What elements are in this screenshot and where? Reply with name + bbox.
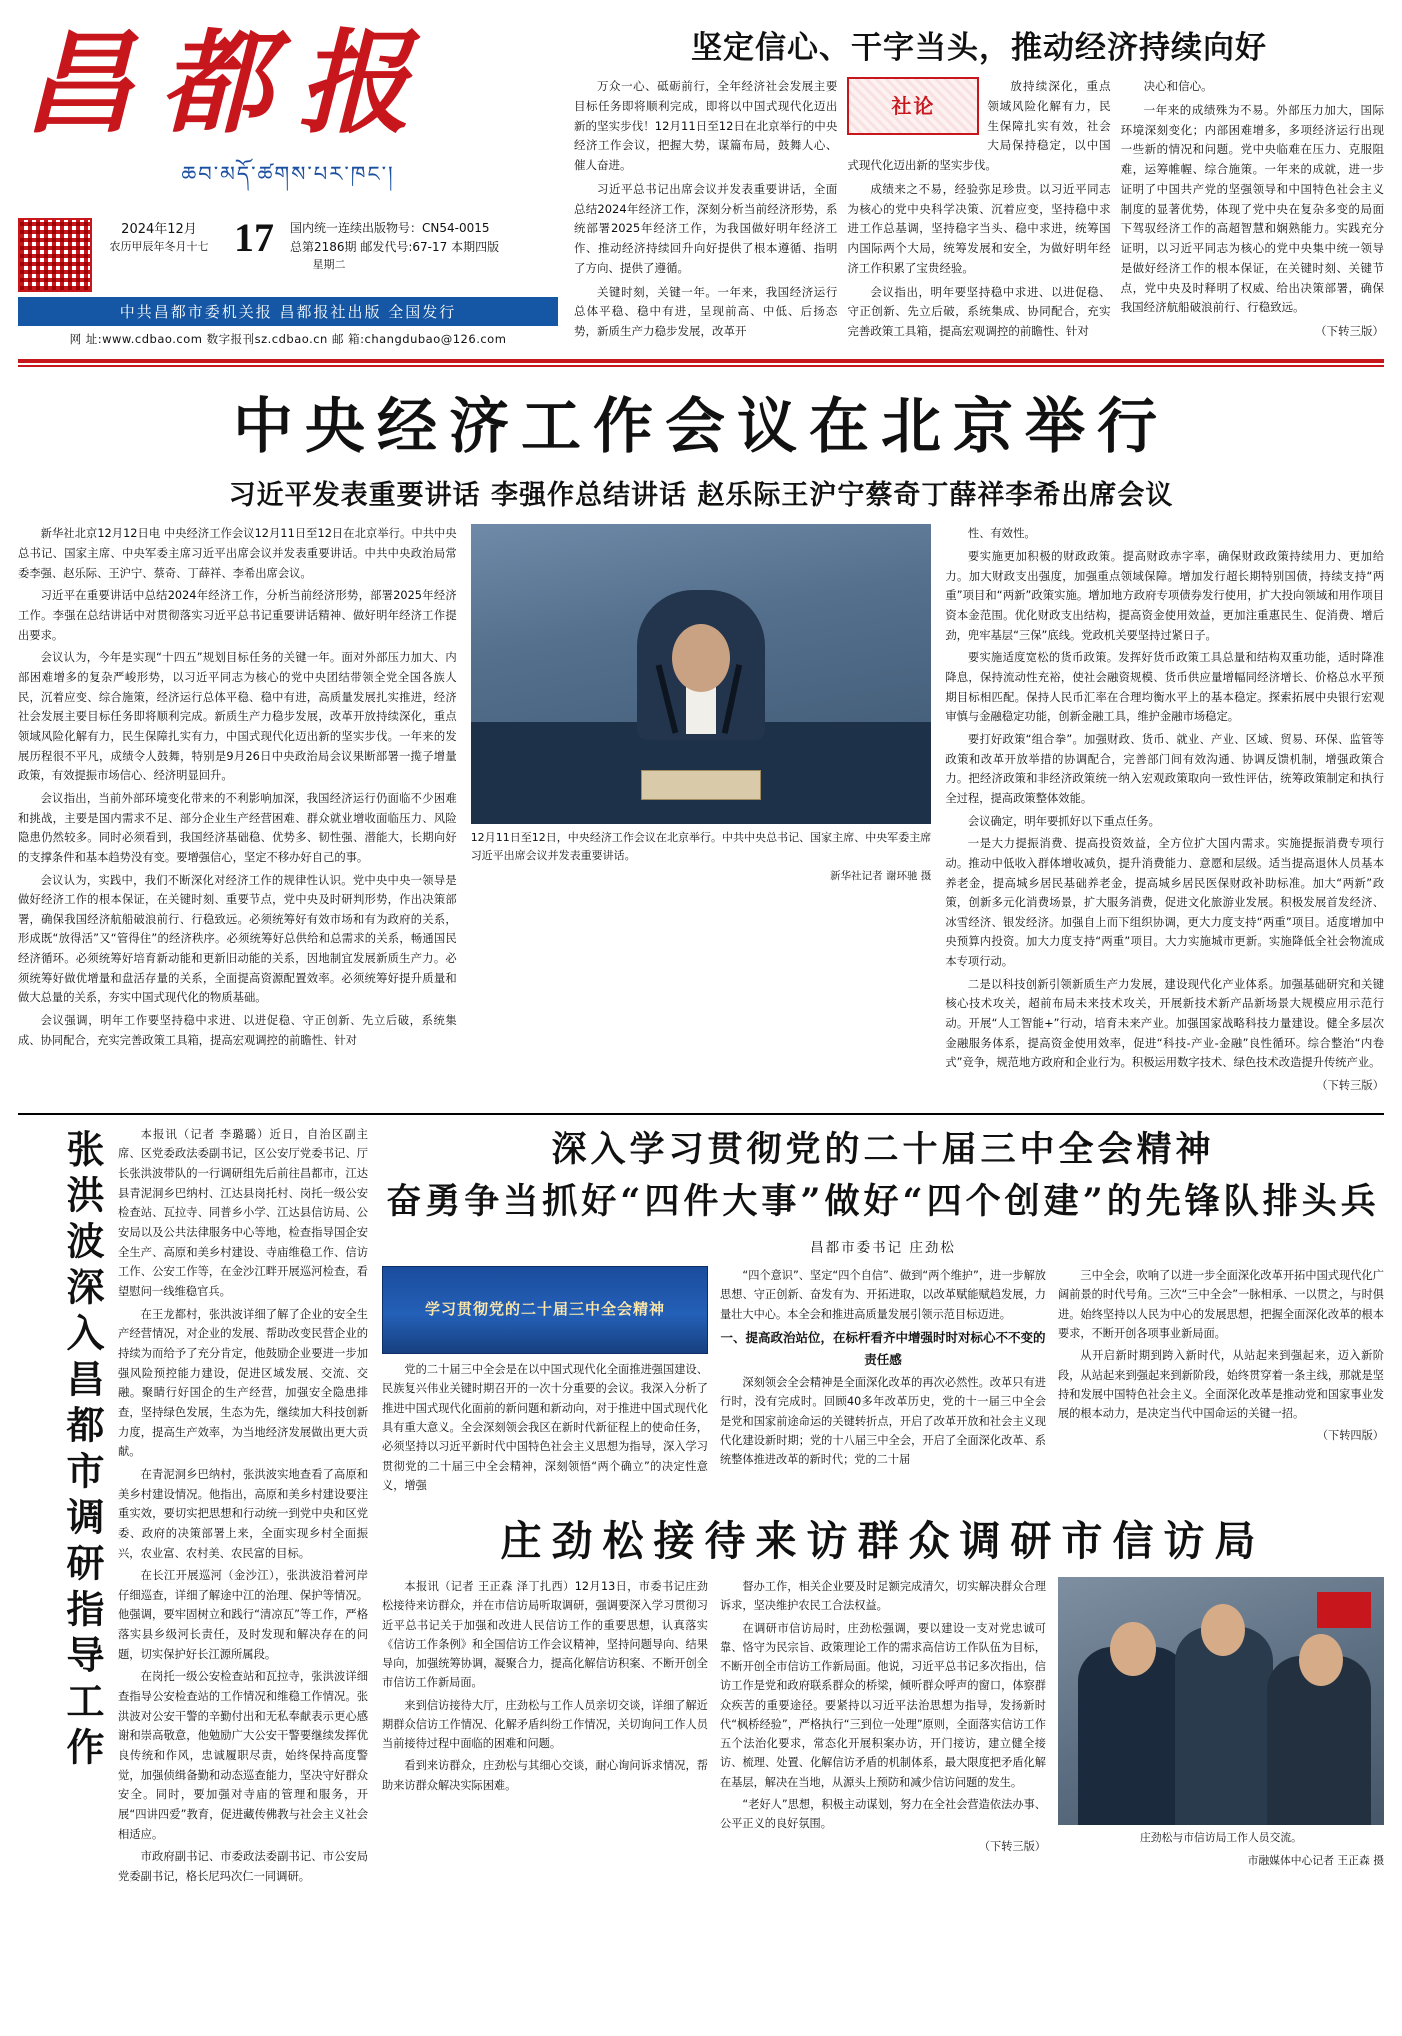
paragraph: 会议认为，实践中，我们不断深化对经济工作的规律性认识。党中央中央一领导是做好经济工作的根本保证，在关键时刻、重要节点，党中央及时研判形势，作出决策部署，确保我国经济航船破浪前行、行稳致远。必须统筹好有效市场和有为政府的关系，形成既“放得活”又“管得住”的经济秩序。必须统筹好总供给和总需求的关系，畅通国民经济循环。必须统筹好培育新动能和更新旧动能的关系，因地制宜发展新质生产力。必须统筹好做优增量和盘活存量的关系，全面提高资源配置效率。必须统筹好提升质量和做大总量的关系，夯实中国式现代化的物质基础。	[18, 873, 457, 1005]
paragraph: 性、有效性。	[967, 527, 1036, 541]
paragraph: 从开启新时期到跨入新时代，从站起来到强起来，迈入新阶段，从站起来到强起来到新阶段，始终贯穿着一条主线，那就是坚持和发展中国特色社会主义。全面深化改革是推动党和国家事业发展的根本动力，是决定当代中国命运的关键一招。	[1058, 1349, 1384, 1421]
date-left	[100, 220, 218, 256]
paragraph: 决心和信心。	[1143, 79, 1213, 93]
xinfang-visit-photo	[1058, 1577, 1384, 1825]
paragraph: “老好人”思想，积极主动谋划，努力在全社会营造依法办事、公平正义的良好氛围。	[720, 1798, 1046, 1831]
lower-left-article	[118, 1125, 368, 1890]
main-article-body	[18, 524, 1384, 1098]
continuation-note: （下转三版）	[978, 1839, 1046, 1853]
paragraph: 看到来访群众，庄劲松与其细心交谈，耐心询问诉求情况，帮助来访群众解决实际困难。	[382, 1759, 708, 1792]
photo-shirt	[686, 686, 716, 734]
issue-number: 总第2186期 邮发代号:67-17 本期四版	[290, 239, 500, 254]
editorial-columns	[574, 77, 1384, 346]
paragraph: 在王龙都村，张洪波详细了解了企业的安全生产经营情况，对企业的发展、帮助改变民营企业的持续为而给予了充分肯定，他鼓励企业要进一步加强风险预控能力建设，促进区域发展、交流、交融。聚睛行好国企的生产经营，加强安全隐患排查，坚持绿色发展，生态为先，继续加大科技创新力度，提高生产效率，为当地经济发展做出更大贡献。	[118, 1307, 368, 1459]
paragraph: 会议强调，明年工作要坚持稳中求进、以进促稳、守正创新、先立后破，系统集成、协同配合，充实完善政策工具箱，提高宏观调控的前瞻性、针对	[18, 1014, 457, 1047]
bottom-col-3	[1058, 1577, 1384, 1870]
masthead-left	[18, 14, 558, 349]
photo-person	[1175, 1627, 1273, 1825]
paragraph: 万众一心、砥砺前行，全年经济社会发展主要目标任务即将顺利完成，即将以中国式现代化迈出新的坚实步伐！12月11日至12日在北京举行的中央经济工作会议，把握大势，谋篇布局，鼓舞人心、催人奋进。	[574, 79, 838, 173]
contact-line: 网 址:www.cdbao.com 数字报刊sz.cdbao.cn 邮 箱:changdubao@126.com	[69, 331, 507, 346]
masthead-info	[18, 214, 558, 292]
divider-red-thin	[18, 365, 1384, 367]
photo-head	[672, 624, 730, 692]
paragraph: 本报讯（记者 李璐璐）近日，自治区副主席、区党委政法委副书记，区公安厅党委书记、厅长张洪波带队的一行调研组先后前往昌都市，江达县青泥洞乡巴纳村、江达县岗托村、岗托一级公安检查站、瓦拉寺、同普乡小学、江达县信访局、公安局以及公共法律服务中心等地，检查指导国企安全生产、高原和美乡村建设、寺庙维稳工作、信访工作、公安工作等，在金沙江畔开展巡河检查，看望慰问一线维稳官兵。	[118, 1127, 368, 1298]
paragraph: 党的二十届三中全会是在以中国式现代化全面推进强国建设、民族复兴伟业关键时期召开的一次十分重要的会议。我深入分析了推进中国式现代化面前的新问题和新动向，对于推进中国式现代化具有重大意义。全会深刻领会我区在新时代新征程上的使命任务，必须坚持以习近平新时代中国特色社会主义思想为指导，深入学习贯彻党的二十届三中全会精神，深刻领悟“两个确立”的决定性意义，增强	[382, 1363, 708, 1492]
paragraph: 会议指出，当前外部环境变化带来的不利影响加深，我国经济运行仍面临不少困难和挑战，主要是国内需求不足、部分企业生产经营困难、群众就业增收面临压力、风险隐患仍然较多。同时必须看到，我国经济基础稳、优势多、韧性强、潜能大，长期向好的支撑条件和基本趋势没有变。要增强信心，坚定不移办好自己的事。	[18, 791, 457, 864]
main-col-1	[18, 524, 457, 1098]
lower-right-block	[382, 1125, 1384, 1890]
editorial-block	[568, 14, 1384, 346]
serial-number: 国内统一连续出版物号：CN54-0015	[290, 220, 490, 235]
paragraph: 会议认为，今年是实现“十四五”规划目标任务的关键一年。面对外部压力加大、内部困难增多的复杂严峻形势，以习近平同志为核心的党中央团结带领全党全国各族人民，沉着应变、综合施策，经济运行总体平稳、稳中有进，高质量发展扎实推进，经济社会发展主要目标任务即将顺利完成。新质生产力稳步发展，改革开放持续深化，重点领域风险化解有力，民生保障扎实有力，中国式现代化迈出新的坚实步伐。一年来的发展历程很不平凡，成绩令人鼓舞，特别是9月26日中央政治局会议果断部署一揽子增量政策，有效提振市场信心、经济明显回升。	[18, 651, 457, 783]
main-subheadline: 习近平发表重要讲话 李强作总结讲话 赵乐际王沪宁蔡奇丁薛祥李希出席会议	[228, 480, 1174, 512]
paragraph: 三中全会，吹响了以进一步全面深化改革开拓中国式现代化广阔前景的时代号角。三次“三中全会”一脉相承、一以贯之，与时俱进。始终坚持以人民为中心的发展思想，把握全面深化改革的根本要求，不断开创各项事业新局面。	[1058, 1269, 1384, 1341]
paragraph: 关键时刻，关键一年。一年来，我国经济运行总体平稳、稳中有进，呈现前高、中低、后扬态势，新质生产力稳步发展，改革开	[574, 284, 838, 339]
photo-credit: 新华社记者 谢环驰 摄	[830, 869, 932, 882]
feature-col-3	[1058, 1266, 1384, 1498]
paragraph: 习近平在重要讲话中总结2024年经济工作，分析当前经济形势，部署2025年经济工作。李强在总结讲话中对贯彻落实习近平总书记重要讲话精神、做好明年经济工作提出要求。	[18, 589, 457, 642]
paragraph: 放持续深化，重点领域风险化解有力，民生保障扎实有效，社会大局保持稳定，以中国式现代化迈出新的坚实步伐。	[847, 79, 1111, 173]
feature-byline: 昌都市委书记 庄劲松	[810, 1240, 956, 1257]
continuation-note: （下转三版）	[1314, 324, 1384, 339]
paragraph: 在岗托一级公安检查站和瓦拉寺，张洪波详细查指导公安检查站的工作情况和维稳工作情况。张洪波对公安干警的辛勤付出和无私奉献表示更心感谢和崇高敬意，他勉励广大公安干警要继续发挥优良传统和作风，忠诚履职尽责，始终保持高度警觉，加强侦缉备勤和动态巡查能力，坚决守好群众安全。同时，要加强对寺庙的管理和服务，开展“四讲四爱”教育，促进藏传佛教与社会主义社会相适应。	[118, 1670, 368, 1841]
flag-icon	[1317, 1592, 1371, 1628]
feature-col-2	[720, 1266, 1046, 1498]
page-title: 昌都报	[22, 18, 436, 149]
paragraph: “四个意识”、坚定“四个自信”、做到“两个维护”，进一步解放思想、守正创新、奋发有为、开拓进取，以改革赋能赋趋发展，力量壮大中心。本全会和推进高质量发展引领示范目标迈进。	[720, 1269, 1046, 1321]
paragraph: 会议指出，明年要坚持稳中求进、以进促稳、守正创新、先立后破，系统集成、协同配合，充实完善政策工具箱，提高宏观调控的前瞻性、针对	[847, 284, 1111, 339]
paragraph: 要实施适度宽松的货币政策。发挥好货币政策工具总量和结构双重功能，适时降准降息，保持流动性充裕，使社会融资规模、货币供应量增幅同经济增长、价格总水平预期目标相匹配。保持人民币汇率在合理均衡水平上的基本稳定。探索拓展中央银行宏观审慎与金融稳定功能，创新金融工具，维护金融市场稳定。	[945, 651, 1384, 724]
editorial-col-1	[574, 77, 837, 346]
bottom-col-1	[382, 1577, 708, 1870]
editorial-col-3	[1121, 77, 1384, 346]
main-col-3	[945, 524, 1384, 1098]
paragraph: 市政府副书记、市委政法委副书记、市公安局党委副书记，格长尼玛次仁一同调研。	[118, 1850, 368, 1883]
feature-col-1	[382, 1266, 708, 1498]
bottom-col-2	[720, 1577, 1046, 1870]
date-gregorian: 2024年12月	[121, 221, 197, 237]
paragraph: 在青泥洞乡巴纳村，张洪波实地查看了高原和美乡村建设情况。他指出，高原和美乡村建设要注重实效，要切实把思想和行动统一到党中央和区党委、政府的决策部署上来，全面实现乡村全面振兴，农业富、农村美、农民富的目标。	[118, 1467, 368, 1560]
bottom-article-body	[382, 1577, 1384, 1870]
date-row	[100, 214, 558, 260]
continuation-note: （下转三版）	[1316, 1079, 1384, 1093]
date-right	[290, 219, 499, 257]
qr-code-icon[interactable]	[18, 218, 92, 292]
feature-subhead: 一、提高政治站位，在标杆看齐中增强时时对标心不不变的责任感	[720, 1330, 1046, 1367]
date-block	[100, 214, 558, 272]
paragraph: 本报讯（记者 王正森 泽丁扎西）12月13日，市委书记庄劲松接待来访群众，并在市信访局听取调研，强调要深入学习贯彻习近平总书记关于加强和改进人民信访工作的重要思想，认真落实《信访工作条例》和全国信访工作会议精神，坚持问题导向、结果导向，加强统筹协调，凝聚合力，提高化解信访积案、不断开创全市信访工作新局面。	[382, 1580, 708, 1690]
masthead	[18, 14, 1384, 349]
editorial-title: 坚定信心、干字当头，推动经济持续向好	[691, 30, 1267, 66]
vertical-headline: 张洪波深入昌都市调研指导工作	[60, 1128, 105, 1773]
feature-columns	[382, 1266, 1384, 1498]
editorial-col-2	[847, 77, 1110, 346]
paragraph: 来到信访接待大厅，庄劲松与工作人员亲切交谈，详细了解近期群众信访工作情况、化解矛盾纠纷工作情况，关切询问工作人员当前接待过程中面临的困难和问题。	[382, 1698, 708, 1751]
editorial-seal-icon: 社论	[847, 77, 979, 135]
paragraph: 二是以科技创新引领新质生产力发展，建设现代化产业体系。加强基础研究和关键核心技术攻关，超前布局未来技术攻关，开展新技术新产品新场景大规模应用示范行动。开展“人工智能+”行动，培育未来产业。加强国家战略科技力量建设。健全多层次金融服务体系，提高资金使用效率，促进“科技-产业-金融”良性循环。综合整治“内卷式”竞争，规范地方政府和企业行为。积极运用数字技术、绿色技术改造提升传统产业。	[945, 977, 1384, 1070]
continuation-note: （下转四版）	[1316, 1429, 1384, 1443]
paragraph: 深刻领会全会精神是全面深化改革的再次必然性。改革只有进行时，没有完成时。回顾40多年改革历史，党的十一届三中全会是党和国家前途命运的关键转折点，开启了改革开放和社会主义现代化建设新时期；党的十八届三中全会，开启了全面深化改革、系统整体推进改革的新时代；党的二十届	[720, 1376, 1046, 1467]
divider-black	[18, 1113, 1384, 1115]
lower-section	[18, 1125, 1384, 1890]
paragraph: 在调研市信访局时，庄劲松强调，要以建设一支对党忠诚可靠、恪守为民宗旨、政策理论工作的需求高信访工作队伍为目标，不断开创全市信访工作新局面。他说，习近平总书记多次指出，信访工作是党和政府联系群众的桥梁，倾听群众呼声的窗口，体察群众疾苦的重要途径。要紧持以习近平法治思想为指导，发扬新时代“枫桥经验”，严格执行“三到位一处理”原则，全面落实信访工作五个法治化要求，常态化开展积案办访，开门接访，建立健全接访、梳理、处置、化解信访矛盾的机制体系，最大限度把矛盾化解在基层，解决在当地，从源头上预防和减少信访问题的发生。	[720, 1621, 1046, 1789]
paragraph: 习近平总书记出席会议并发表重要讲话，全面总结2024年经济工作，深刻分析当前经济形势，系统部署2025年经济工作，为我国做好明年经济工作、推动经济持续回升向好提供了根本遵循、指明了方向、提供了遵循。	[574, 181, 838, 275]
bottom-headline: 庄劲松接待来访群众调研市信访局	[500, 1517, 1266, 1566]
conference-banner-image: 学习贯彻党的二十届三中全会精神	[382, 1266, 708, 1354]
tibetan-title: ཆབ་མདོ་ཚགས་པར་ཁང་།	[181, 161, 395, 186]
paragraph: 一是大力提振消费、提高投资效益，全方位扩大国内需求。实施提振消费专项行动。推动中低收入群体增收减负，提升消费能力、意愿和层级。适当提高退休人员基本养老金，提高城乡居民基础养老金，提高城乡居民医保财政补助标准。加大“两新”政策，创新多元化消费场景，扩大服务消费，促进文化旅游业发展。积极发展首发经济、冰雪经济、银发经济。加强自上而下组织协调，更大力度支持“两重”项目。适度增加中央预算内投资。加大力度支持“两重”项目。大力实施城市更新。实施降低全社会物流成本专项行动。	[945, 837, 1384, 969]
paragraph: 在长江开展巡河（金沙江），张洪波沿着河岸仔细巡查，详细了解途中江的治理、保护等情况。他强调，要牢固树立和践行“清凉瓦”等工作，严格落实县乡级河长责任，及时发现和解决存在的问题，切实保护好长江源所属段。	[118, 1569, 368, 1661]
xi-jinping-photo	[471, 524, 932, 824]
photo-caption: 庄劲松与市信访局工作人员交流。	[1140, 1831, 1302, 1845]
caption-text: 12月11日至12日，中央经济工作会议在北京举行。中共中央总书记、国家主席、中央军委主席习近平出席会议并发表重要讲话。	[470, 831, 932, 863]
publisher-bar: 中共昌都市委机关报 昌都报社出版 全国发行	[18, 297, 558, 326]
paragraph: 会议确定，明年要抓好以下重点任务。	[967, 814, 1160, 828]
paragraph: 一年来的成绩殊为不易。外部压力加大，国际环境深刻变化；内部困难增多，多项经济运行出现一些新的情况和问题。党中央临难在压力、克服阻难，运筹帷幄、综合施策。一年来的成就，进一步证明了中国共产党的坚强领导和中国特色社会主义制度的显著优势，体现了党中央在复杂多变的局面下驾驭经济工作的高超智慧和娴熟能力。实践充分证明，以习近平同志为核心的党中央集中统一领导是做好经济工作的根本保证，在关键时刻、关键节点，党中央及时释明了权威、给出决策部署，确保我国经济航船破浪前行、行稳致远。	[1120, 102, 1384, 315]
weekday: 星期二	[312, 257, 346, 271]
feature-headline-line2: 奋勇争当抓好“四件大事”做好“四个创建”的先锋队排头兵	[386, 1181, 1380, 1223]
main-col-2	[471, 524, 932, 1098]
paragraph: 成绩来之不易，经验弥足珍贵。以习近平同志为核心的党中央科学决策、沉着应变，坚持稳中求进工作总基调，坚持稳字当头、稳中求进，统筹国内国际两个大局，统筹发展和安全，为做好明年经济工作积累了宝贵经验。	[847, 181, 1111, 275]
date-lunar: 农历甲辰年冬月十七	[109, 240, 209, 254]
paragraph: 新华社北京12月12日电 中央经济工作会议12月11日至12日在北京举行。中共中央总书记、国家主席、中央军委主席习近平出席会议并发表重要讲话。中共中央政治局常委李强、赵乐际、王沪宁、蔡奇、丁薛祥、李希出席会议。	[18, 527, 457, 580]
paragraph: 要打好政策“组合拳”。加强财政、货币、就业、产业、区域、贸易、环保、监管等政策和改革开放举措的协调配合，完善部门间有效沟通、协调反馈机制，增强政策合力。把经济政策和非经济政策统一纳入宏观政策取向一致性评估，统筹政策制定和执行全过程，提高政策整体效能。	[945, 732, 1384, 805]
photo-credit: 市融媒体中心记者 王正森 摄	[1247, 1853, 1384, 1867]
photo-caption	[471, 829, 932, 885]
feature-headline-line1: 深入学习贯彻党的二十届三中全会精神	[551, 1128, 1215, 1170]
paragraph: 要实施更加积极的财政政策。提高财政赤字率，确保财政政策持续用力、更加给力。加大财政支出强度，加强重点领域保障。增加发行超长期特别国债，持续支持“两重”项目和“两新”政策实施。增加地方政府专项债券发行使用，扩大投向领域和用作项目资本金范围。优化财政支出结构，提高资金使用效益，更加注重惠民生、促消费、增后劲，兜牢基层“三保”底线。党政机关要坚持过紧日子。	[945, 550, 1384, 642]
main-headline: 中央经济工作会议在北京举行	[233, 392, 1169, 463]
date-day: 17	[234, 214, 274, 260]
divider-red-thick	[18, 359, 1384, 363]
nameplate	[641, 770, 761, 800]
paragraph: 督办工作，相关企业要及时足额完成清欠，切实解决群众合理诉求，坚决维护农民工合法权益。	[720, 1580, 1046, 1613]
